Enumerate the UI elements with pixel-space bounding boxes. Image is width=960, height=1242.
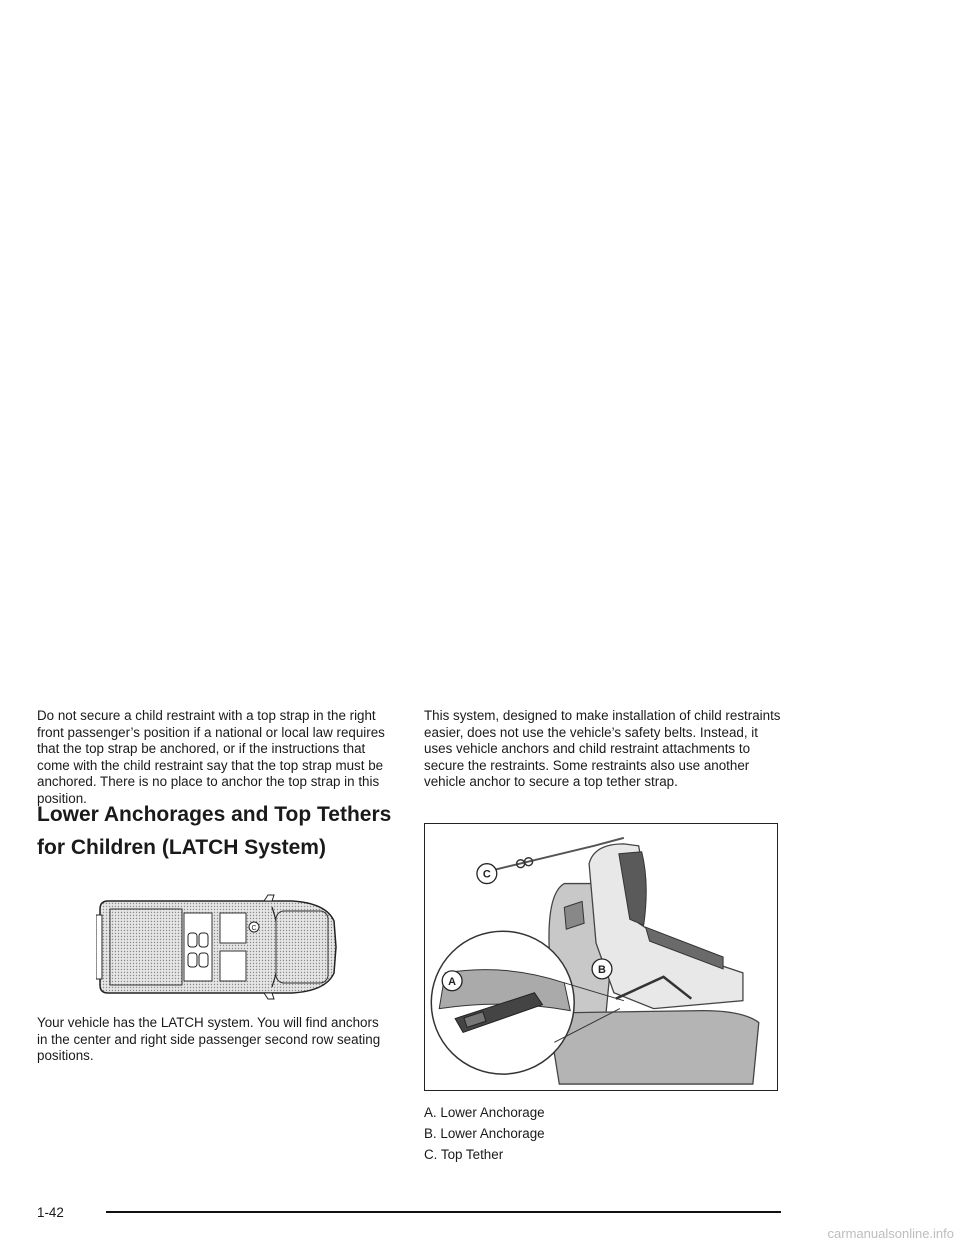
system-description-paragraph: This system, designed to make installation of child restraints easier, does not use the vehicle’s safety belts. Instead, it uses vehicle anchors and child restraint attachments to secure the restraints. Some restraints also use another vehicle anchor to secure a top tether strap. xyxy=(424,708,781,790)
figure-label-a: A xyxy=(448,975,457,988)
footer-divider xyxy=(106,1211,781,1213)
child-seat-anchorage-illustration xyxy=(424,823,778,1091)
vehicle-top-view-illustration xyxy=(96,893,340,1001)
latch-info-paragraph: Your vehicle has the LATCH system. You will find anchors in the center and right side passenger second row seating positions. xyxy=(37,1015,381,1064)
section-heading: Lower Anchorages and Top Tethers for Children (LATCH System) xyxy=(37,803,392,859)
label-a-marker xyxy=(442,971,462,991)
figure-label-b: B xyxy=(598,963,606,976)
figure-label-c-small: C xyxy=(251,925,257,932)
tether-hook-icon xyxy=(517,858,533,868)
caption-lower-anchorage-b: B. Lower Anchorage xyxy=(424,1126,545,1141)
label-b-marker xyxy=(592,959,612,979)
caption-top-tether: C. Top Tether xyxy=(424,1147,504,1162)
page-number: 1-42 xyxy=(37,1205,64,1220)
label-c-marker xyxy=(477,864,497,884)
figure-label-c: C xyxy=(482,868,491,881)
intro-paragraph: Do not secure a child restraint with a top strap in the right front passenger’s position if a national or local law requires that the top strap be anchored, or if the instructions that come with the child restraint say that the top strap must be anchored. There is no place to anchor the top strap in this position. xyxy=(37,708,385,806)
watermark-text: carmanualsonline.info xyxy=(827,1226,954,1241)
caption-lower-anchorage-a: A. Lower Anchorage xyxy=(424,1105,545,1120)
